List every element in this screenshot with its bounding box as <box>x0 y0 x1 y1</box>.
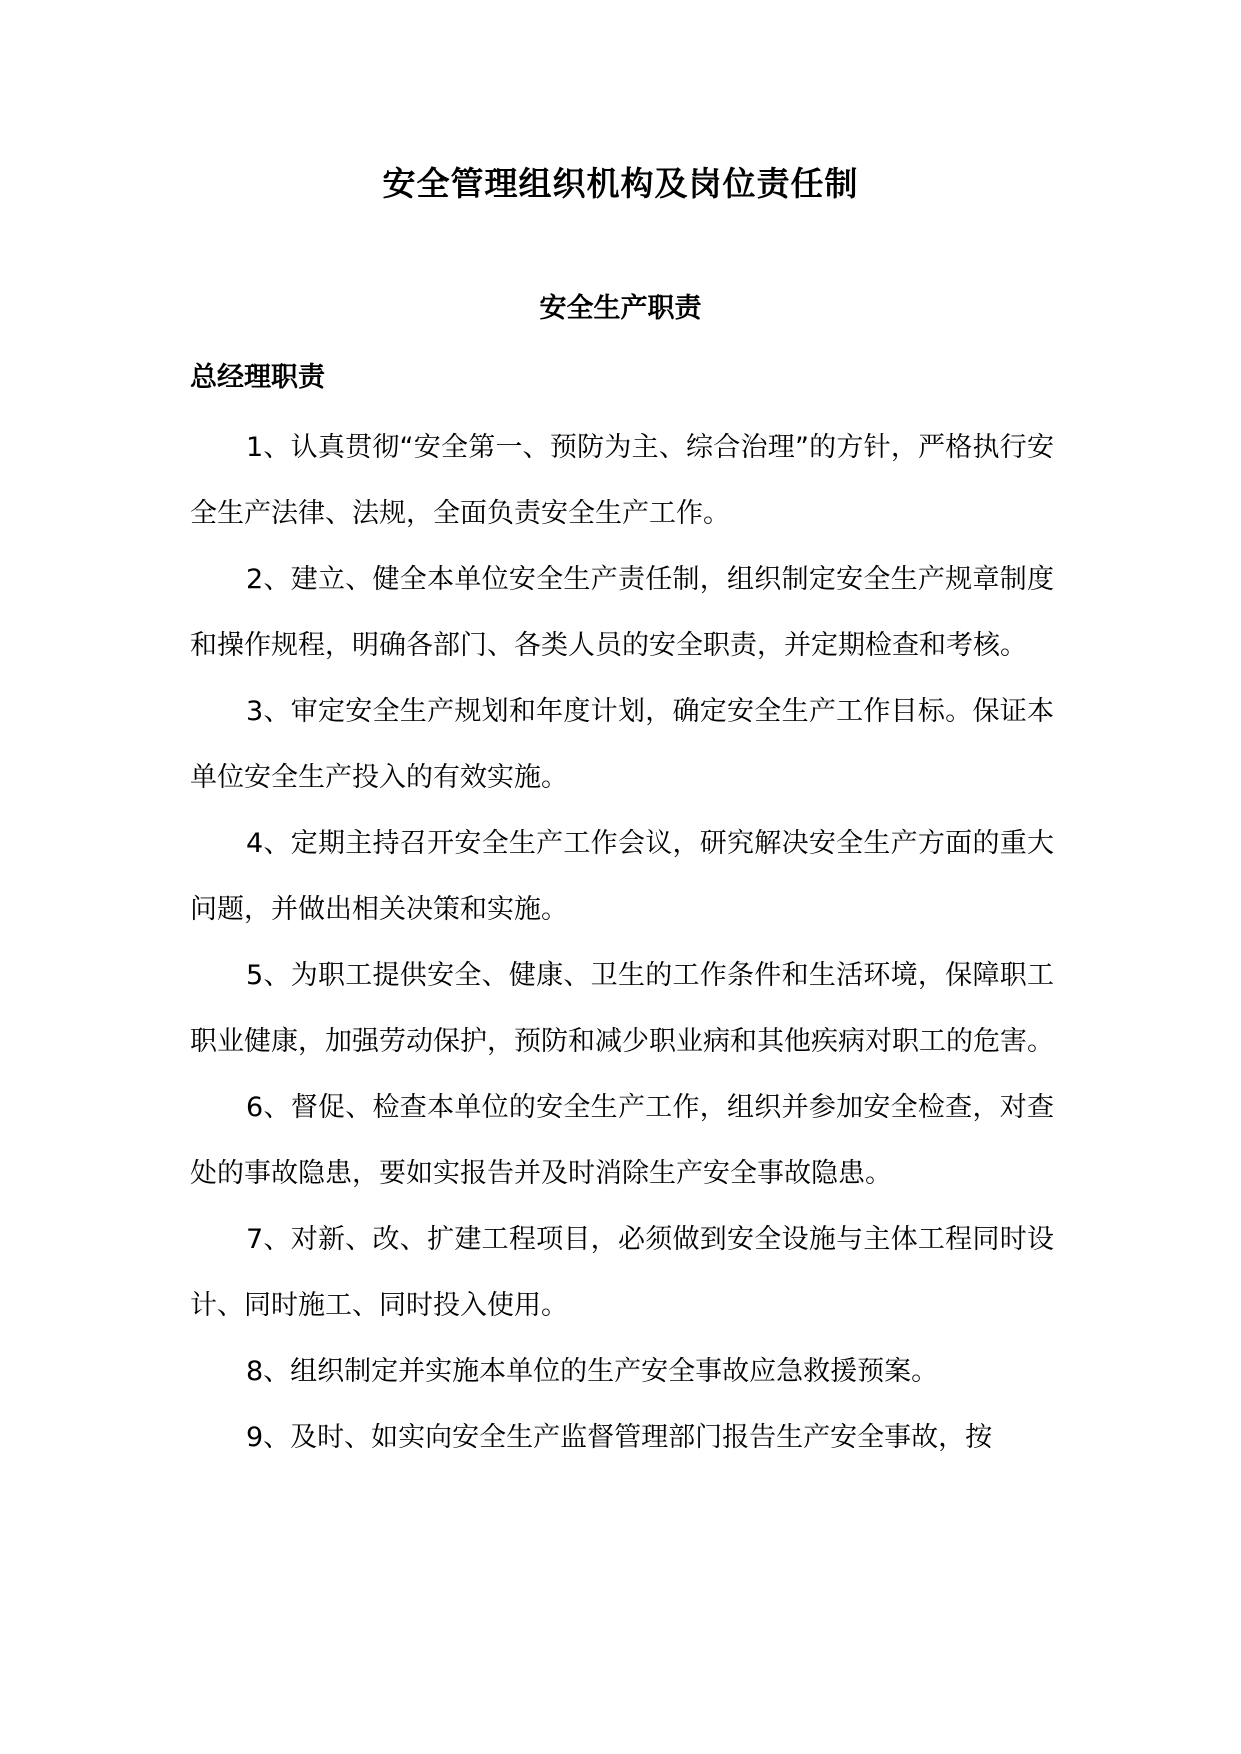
paragraph-5: 5、为职工提供安全、健康、卫生的工作条件和生活环境，保障职工职业健康，加强劳动保护，预防和减少职业病和其他疾病对职工的危害。 <box>190 960 1054 1057</box>
document-title: 安全管理组织机构及岗位责任制 <box>382 164 859 203</box>
paragraph-4: 4、定期主持召开安全生产工作会议，研究解决安全生产方面的重大问题，并做出相关决策和实施。 <box>190 828 1054 925</box>
section-title: 安全生产职责 <box>539 293 702 324</box>
paragraph-3: 3、审定安全生产规划和年度计划，确定安全生产工作目标。保证本单位安全生产投入的有效实施。 <box>190 696 1054 793</box>
paragraph-2: 2、建立、健全本单位安全生产责任制，组织制定安全生产规章制度和操作规程，明确各部门、各类人员的安全职责，并定期检查和考核。 <box>190 564 1054 661</box>
subsection-title: 总经理职责 <box>190 362 325 393</box>
document-body <box>190 415 1054 1471</box>
paragraph-6: 6、督促、检查本单位的安全生产工作，组织并参加安全检查，对查处的事故隐患，要如实报告并及时消除生产安全事故隐患。 <box>190 1092 1054 1189</box>
paragraph-8: 8、组织制定并实施本单位的生产安全事故应急救援预案。 <box>246 1356 939 1387</box>
paragraph-1: 1、认真贯彻“安全第一、预防为主、综合治理”的方针，严格执行安全生产法律、法规，全面负责安全生产工作。 <box>190 432 1054 529</box>
paragraph-7: 7、对新、改、扩建工程项目，必须做到安全设施与主体工程同时设计、同时施工、同时投入使用。 <box>190 1224 1054 1321</box>
paragraph-9: 9、及时、如实向安全生产监督管理部门报告生产安全事故，按 <box>246 1422 993 1453</box>
